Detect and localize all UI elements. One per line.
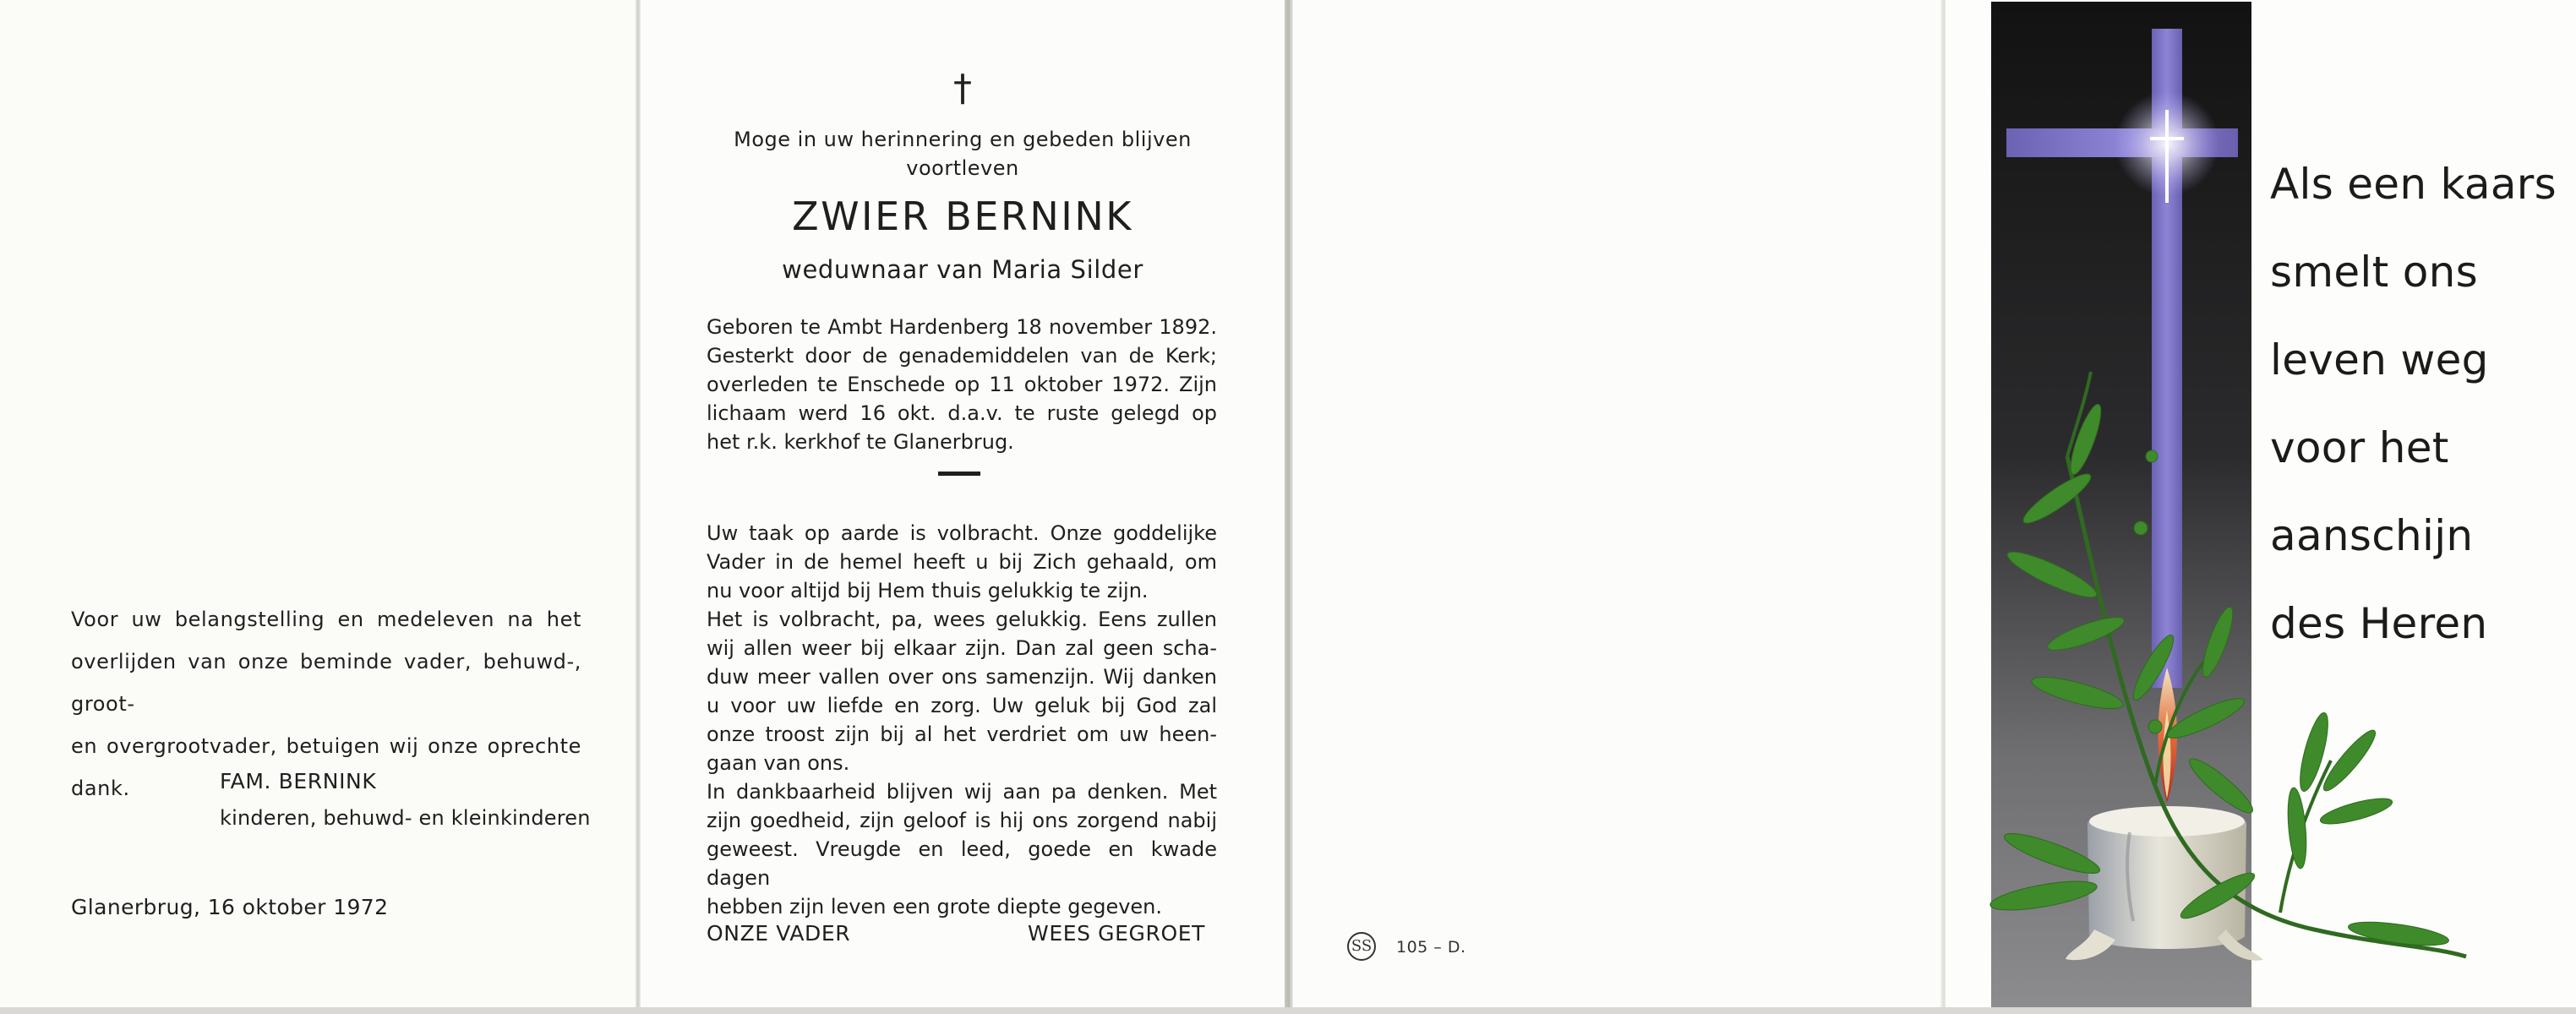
biography xyxy=(707,313,1217,456)
thanks-line: en overgrootvader, betuigen wij onze oprechte xyxy=(71,734,581,758)
bio-line: overleden te Enschede op 11 oktober 1972. Zijn xyxy=(707,373,1217,396)
publisher-logo-icon: SS xyxy=(1347,932,1376,961)
memorial-text-line: hebben zijn leven een grote diepte gegeven. xyxy=(707,895,1163,919)
memorial-text-line: Het is volbracht, pa, wees gelukkig. Eens zullen xyxy=(707,608,1217,631)
thanks-line: Voor uw belangstelling en medeleven na het xyxy=(71,608,581,631)
verse-line: voor het xyxy=(2270,423,2449,472)
memorial-text xyxy=(707,519,1217,921)
verse-line: des Heren xyxy=(2270,599,2488,648)
memorial-text-line: onze troost zijn bij al het verdriet om uw heen- xyxy=(707,722,1217,746)
memorial-text-line: geweest. Vreugde en leed, goede en kwade dagen xyxy=(707,837,1217,890)
prayer-our-father: ONZE VADER xyxy=(707,921,851,946)
inside-left-panel xyxy=(0,0,636,1007)
thanks-line: dank. xyxy=(71,777,130,800)
memory-intro xyxy=(725,125,1200,183)
thanks-line: overlijden van onze beminde vader, behuwd-, groot- xyxy=(71,650,581,716)
memory-line: Moge in uw herinnering en gebeden blijven xyxy=(734,128,1192,151)
memorial-text-line: nu voor altijd bij Hem thuis gelukkig te zijn. xyxy=(707,579,1149,602)
verse-line: aanschijn xyxy=(2270,511,2474,560)
bio-line: Geboren te Ambt Hardenberg 18 november 1892. xyxy=(707,315,1217,339)
verse-line: leven weg xyxy=(2270,335,2489,384)
verse-line: smelt ons xyxy=(2270,248,2478,297)
memorial-text-line: duw meer vallen over ons samenzijn. Wij danken xyxy=(707,665,1217,689)
family-name: FAM. BERNINK xyxy=(220,769,377,793)
widower-line: weduwnaar van Maria Silder xyxy=(782,255,1143,284)
memorial-text-line: wij allen weer bij elkaar zijn. Dan zal geen scha- xyxy=(707,636,1217,660)
memory-line: voortleven xyxy=(906,156,1019,180)
card-code: 105 – D. xyxy=(1396,938,1466,957)
card-fold xyxy=(1285,0,1293,1007)
verse-line: Als een kaars xyxy=(2270,160,2557,209)
cover-verse xyxy=(2270,140,2557,668)
memorial-text-line: zijn goedheid, zijn geloof is hij ons zorgend nabij xyxy=(707,809,1217,832)
memorial-text-line: Uw taak op aarde is volbracht. Onze goddelijke xyxy=(707,521,1217,545)
deceased-name: ZWIER BERNINK xyxy=(792,194,1133,239)
cross-icon: † xyxy=(953,67,972,110)
divider xyxy=(938,472,980,476)
back-panel xyxy=(1293,0,1946,1007)
place-date: Glanerbrug, 16 oktober 1972 xyxy=(71,895,389,919)
prayer-hail-mary: WEES GEGROET xyxy=(1028,921,1205,946)
memorial-text-line: gaan van ons. xyxy=(707,751,850,775)
family-members: kinderen, behuwd- en kleinkinderen xyxy=(220,806,591,830)
memorial-text-line: Vader in de hemel heeft u bij Zich gehaald, om xyxy=(707,550,1217,574)
bio-line: lichaam werd 16 okt. d.a.v. te ruste gelegd op xyxy=(707,401,1217,425)
memorial-text-line: u voor uw liefde en zorg. Uw geluk bij God zal xyxy=(707,694,1217,717)
bio-line: Gesterkt door de genademiddelen van de Kerk; xyxy=(707,344,1217,368)
bio-line: het r.k. kerkhof te Glanerbrug. xyxy=(707,430,1014,454)
memorial-text-line: In dankbaarheid blijven wij aan pa denken. Met xyxy=(707,780,1217,804)
